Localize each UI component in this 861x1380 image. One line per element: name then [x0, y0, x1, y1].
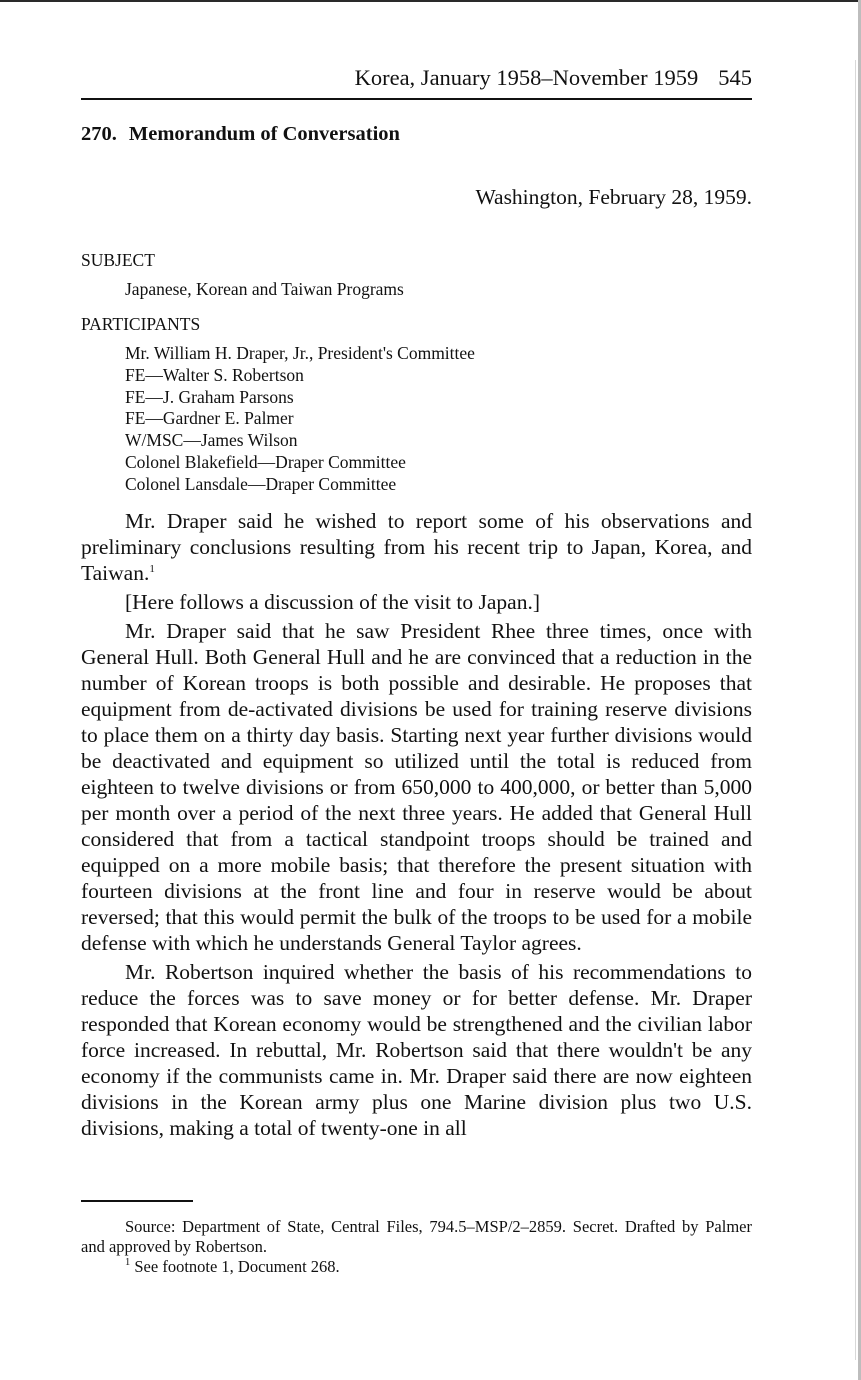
body-paragraph [81, 618, 752, 956]
body-paragraph [81, 959, 752, 1141]
footnote-rule [81, 1200, 193, 1202]
subject-label: SUBJECT [81, 250, 155, 270]
running-head-title: Korea, January 1958–November 1959 [354, 65, 699, 90]
page-number: 545 [718, 65, 752, 90]
running-head [81, 64, 752, 91]
footnotes [81, 1217, 752, 1277]
participant-item: W/MSC—James Wilson [125, 430, 298, 451]
paragraph-text: Mr. Draper said that he saw President Rhee three times, once with General Hull. Both General Hull and he are convinced that a reduction in the number of Korean troops is both possible and desirable. He proposes that equipment from de-activated divisions be used for training reserve divisions to place them on a thirty day basis. Starting next year further divisions would be deactivated and equipment so utilized until the total is reduced from eighteen to twelve divisions or from 650,000 to 400,000, or better than 5,000 per month over a period of the next three years. He added that General Hull considered that from a tactical standpoint troops should be trained and equipped on a more mobile basis; that therefore the present situation with fourteen divisions at the front line and four in reserve would be about reversed; that this would permit the bulk of the troops to be used for a mobile defense with which he understands General Taylor agrees. [81, 619, 752, 955]
participant-item: FE—Gardner E. Palmer [125, 408, 294, 429]
footnote-1 [81, 1257, 752, 1277]
paragraph-text: Mr. Robertson inquired whether the basis of his recommendations to reduce the forces was to save money or for better defense. Mr. Draper responded that Korean economy would be strengthened and the civilian labor force increased. In rebuttal, Mr. Robertson said that there wouldn't be any economy if the communists came in. Mr. Draper said there are now eighteen divisions in the Korean army plus one Marine division plus two U.S. divisions, making a total of twenty-one in all [81, 960, 752, 1140]
participant-item: Colonel Blakefield—Draper Committee [125, 451, 406, 472]
paragraph-text: [Here follows a discussion of the visit to Japan.] [125, 590, 540, 614]
document-number: 270. [81, 123, 117, 145]
body-text [81, 508, 752, 1141]
scan-edge-right-inner [855, 60, 856, 1360]
document-title: Memorandum of Conversation [128, 123, 400, 145]
subject-value: Japanese, Korean and Taiwan Programs [125, 279, 404, 299]
participant-item: Mr. William H. Draper, Jr., President's Committee [125, 343, 475, 363]
body-paragraph [81, 589, 752, 615]
participant-item: Colonel Lansdale—Draper Committee [125, 473, 397, 494]
paragraph-text: Mr. Draper said he wished to report some of his observations and preliminary conclusions resulting from his recent trip to Japan, Korea, and Taiwan. [81, 509, 752, 585]
participants-label: PARTICIPANTS [81, 314, 201, 334]
footnote-text: See footnote 1, Document 268. [134, 1257, 340, 1276]
header-rule [81, 98, 752, 100]
document-heading [81, 122, 400, 147]
participant-item: FE—Walter S. Robertson [125, 364, 304, 385]
footnote-ref[interactable]: 1 [149, 563, 155, 575]
source-note: Source: Department of State, Central Files, 794.5–MSP/2–2859. Secret. Drafted by Palmer and approved by Robertson. [81, 1217, 752, 1256]
participant-item: FE—J. Graham Parsons [125, 386, 294, 407]
scan-edge-top [0, 0, 861, 2]
participants-list [125, 343, 475, 496]
place-date: Washington, February 28, 1959. [475, 185, 752, 209]
footnote-marker: 1 [125, 1257, 131, 1268]
body-paragraph [81, 508, 752, 586]
